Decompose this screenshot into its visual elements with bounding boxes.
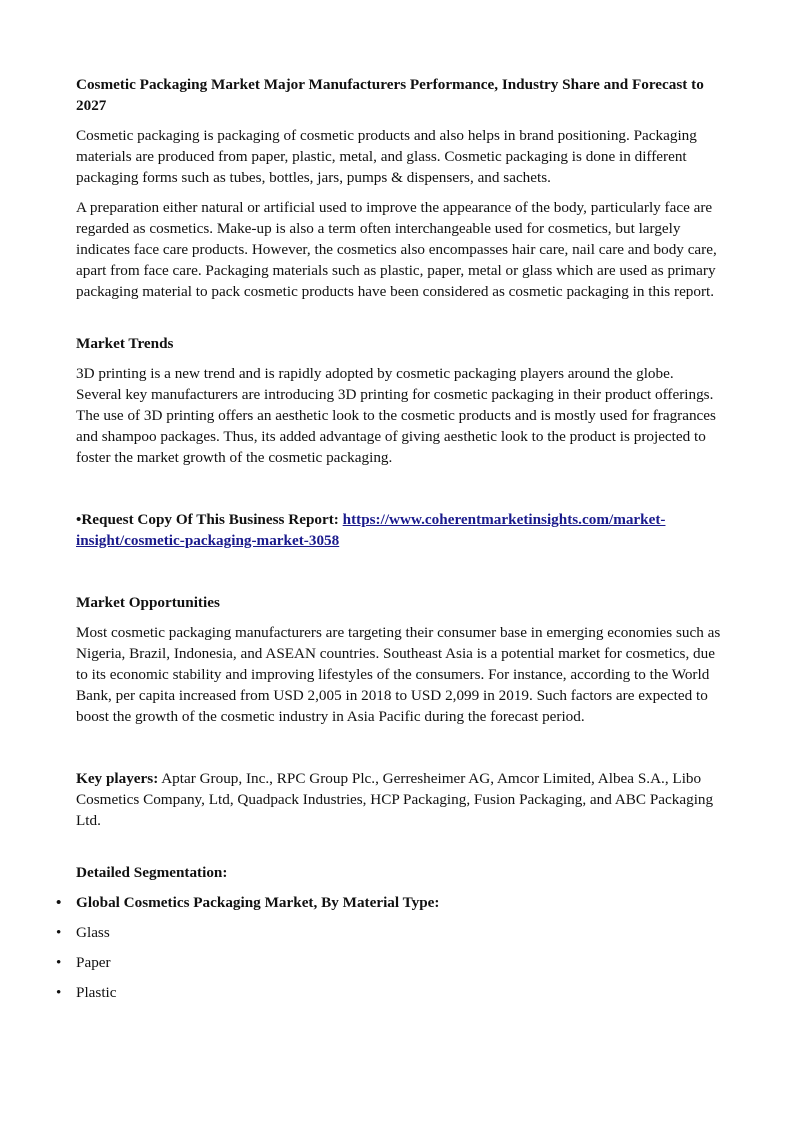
spacer — [76, 311, 721, 333]
market-trends-paragraph: 3D printing is a new trend and is rapidly adopted by cosmetic packaging players around the globe. Several key manufacturers are introducing 3D printing for cosmetic packaging in their product offerings. The use of 3D printing offers an aesthetic look to the cosmetic products and is mostly used for fragrances and shampoo packages. Thus, its added advantage of giving aesthetic look to the product is projected to foster the market growth of the cosmetic packaging. — [76, 365, 716, 466]
market-opportunities-paragraph: Most cosmetic packaging manufacturers are targeting their consumer base in emerging economies such as Nigeria, Brazil, Indonesia, and ASEAN countries. Southeast Asia is a potential market for cosmetics, due to its economic stability and improving lifestyles of the consumers. For instance, according to the World Bank, per capita increased from USD 2,005 in 2018 to USD 2,099 in 2019. Such factors are expected to boost the growth of the cosmetic industry in Asia Pacific during the forecast period. — [76, 624, 721, 725]
list-item-label: Plastic — [76, 984, 117, 1001]
spacer — [76, 736, 721, 768]
list-item-label: Paper — [76, 954, 111, 971]
list-item — [56, 952, 721, 973]
segmentation-list — [56, 892, 721, 1003]
market-trends-heading: Market Trends — [76, 335, 174, 352]
bullet-icon: • — [56, 924, 62, 941]
list-item — [56, 922, 721, 943]
spacer — [76, 560, 721, 592]
intro-paragraph-2: A preparation either natural or artificial used to improve the appearance of the body, particularly face are regarded as cosmetics. Make-up is also a term often interchangeable used for cosmetics, but largely indicates face care products. However, the cosmetics also encompasses hair care, nail care and body care, apart from face care. Packaging materials such as plastic, paper, metal or glass which are used as primary packaging material to pack cosmetic products have been considered as cosmetic packaging in this report. — [76, 199, 717, 300]
spacer — [76, 477, 721, 509]
market-opportunities-heading: Market Opportunities — [76, 594, 220, 611]
key-players-paragraph — [76, 768, 721, 831]
request-copy-line — [76, 509, 721, 551]
segmentation-heading: Detailed Segmentation: — [76, 864, 228, 881]
key-players-label: Key players: — [76, 770, 159, 787]
spacer — [76, 840, 721, 862]
page-title: Cosmetic Packaging Market Major Manufacturers Performance, Industry Share and Forecast to 2027 — [76, 76, 704, 114]
list-item — [56, 982, 721, 1003]
report-link[interactable]: https://www.coherentmarketinsights.com/market-insight/cosmetic-packaging-market-3058 — [76, 511, 666, 549]
intro-paragraph-1: Cosmetic packaging is packaging of cosmetic products and also helps in brand positioning. Packaging materials are produced from paper, plastic, metal, and glass. Cosmetic packaging is done in different packaging forms such as tubes, bottles, jars, pumps & dispensers, and sachets. — [76, 127, 697, 186]
key-players-text: Aptar Group, Inc., RPC Group Plc., Gerresheimer AG, Amcor Limited, Albea S.A., Libo Cosmetics Company, Ltd, Quadpack Industries, HCP Packaging, Fusion Packaging, and ABC Packaging Ltd. — [76, 770, 714, 829]
list-item — [56, 892, 721, 913]
bullet-icon: • — [56, 894, 62, 911]
request-copy-label: •Request Copy Of This Business Report: — [76, 511, 343, 528]
list-item-label: Global Cosmetics Packaging Market, By Material Type: — [76, 894, 440, 911]
list-item-label: Glass — [76, 924, 110, 941]
bullet-icon: • — [56, 954, 62, 971]
document-page — [56, 74, 721, 1012]
bullet-icon: • — [56, 984, 62, 1001]
